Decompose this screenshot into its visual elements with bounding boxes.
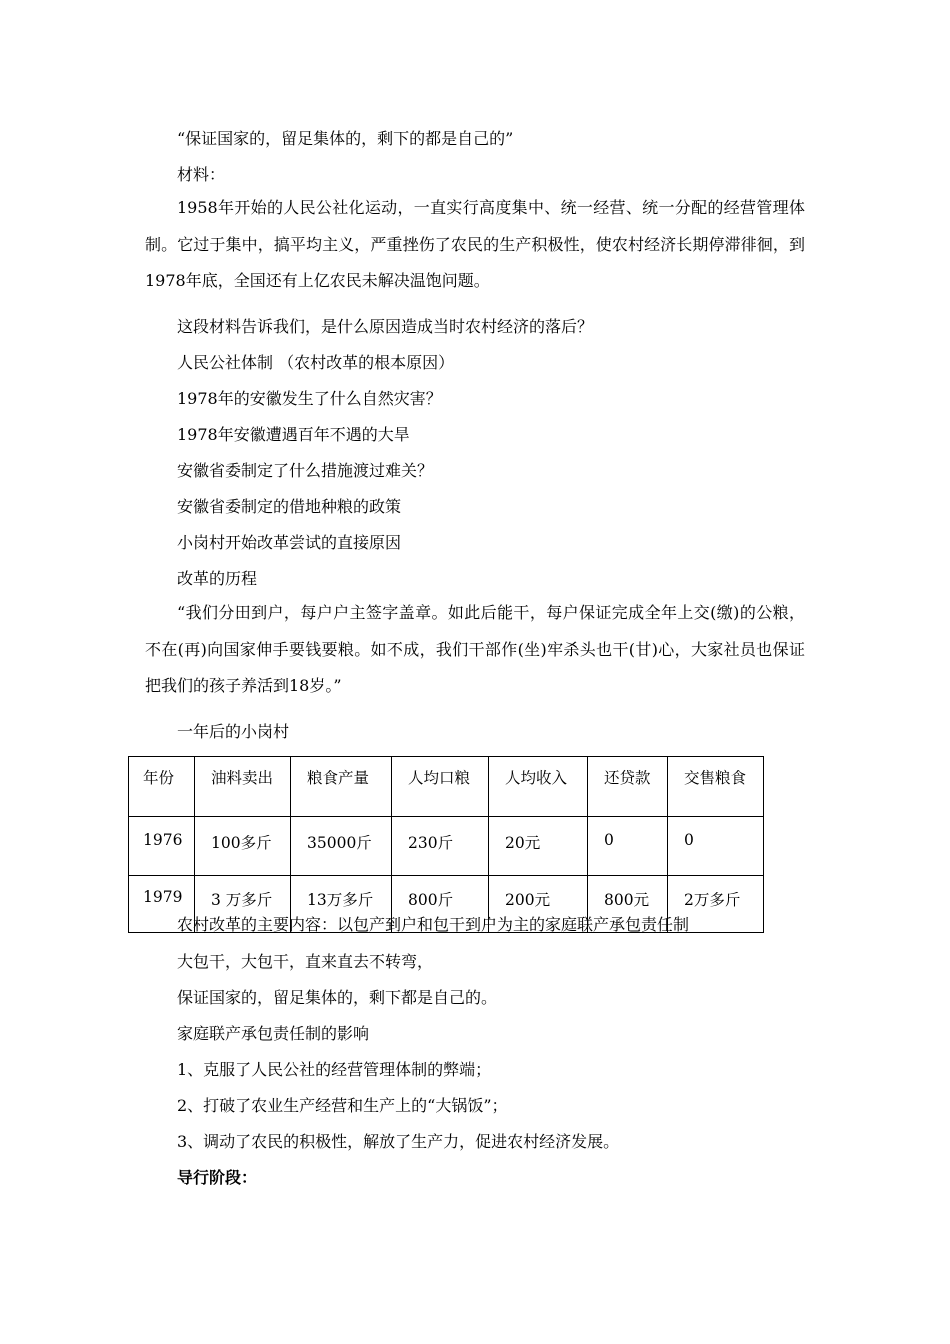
table-cell: 0 <box>668 817 764 876</box>
table-cell: 800斤 <box>392 876 489 933</box>
header-cell: 人均收入 <box>489 757 588 817</box>
section-heading-guide: 导行阶段： <box>177 1168 258 1187</box>
table-cell: 2万多斤 <box>668 876 764 933</box>
table-caption: 一年后的小岗村 <box>177 722 290 741</box>
material-label: 材料： <box>177 165 226 184</box>
header-cell: 交售粮食 <box>668 757 764 817</box>
header-cell: 年份 <box>129 757 195 817</box>
impact-heading: 家庭联产承包责任制的影响 <box>177 1024 370 1043</box>
answer-root-cause: 人民公社体制 （农村改革的根本原因） <box>177 353 455 372</box>
reform-process-heading: 改革的历程 <box>177 569 258 588</box>
table-cell: 0 <box>588 817 668 876</box>
header-cell: 人均口粮 <box>392 757 489 817</box>
quote-slogan: “保证国家的，留足集体的，剩下的都是自己的” <box>177 129 514 148</box>
direct-cause-heading: 小岗村开始改革尝试的直接原因 <box>177 533 402 552</box>
table-cell: 230斤 <box>392 817 489 876</box>
header-cell: 还贷款 <box>588 757 668 817</box>
impact-item-1: 1、克服了人民公社的经营管理体制的弊端； <box>177 1060 492 1079</box>
answer-policy: 安徽省委制定的借地种粮的政策 <box>177 497 402 516</box>
header-cell: 油料卖出 <box>195 757 291 817</box>
impact-item-3: 3、调动了农民的积极性，解放了生产力，促进农村经济发展。 <box>177 1132 620 1151</box>
rhyme-line-1: 大包干，大包干，直来直去不转弯， <box>177 952 434 971</box>
table-cell: 20元 <box>489 817 588 876</box>
material-paragraph: 1958年开始的人民公社化运动，一直实行高度集中、统一经营、统一分配的经营管理体制。它过于集中，搞平均主义，严重挫伤了农民的生产积极性，使农村经济长期停滞徘徊，到1978年底，全国还有上亿农民未解决温饱问题。 <box>145 198 805 290</box>
header-cell: 粮食产量 <box>291 757 392 817</box>
table-cell: 1976 <box>129 817 195 876</box>
table-cell: 3 万多斤 <box>195 876 291 933</box>
xiaogang-data-table <box>128 756 764 933</box>
table-row <box>129 817 764 876</box>
question-measure: 安徽省委制定了什么措施渡过难关？ <box>177 461 434 480</box>
table-header-row <box>129 757 764 817</box>
table-cell: 100多斤 <box>195 817 291 876</box>
table-cell: 800元 <box>588 876 668 933</box>
table-cell: 1979 <box>129 876 195 933</box>
answer-drought: 1978年安徽遭遇百年不遇的大旱 <box>177 425 410 444</box>
table-cell: 13万多斤 <box>291 876 392 933</box>
question-disaster: 1978年的安徽发生了什么自然灾害？ <box>177 389 442 408</box>
reform-content-line: 农村改革的主要内容：以包产到户和包干到户为主的家庭联产承包责任制 <box>177 915 690 934</box>
table-cell: 200元 <box>489 876 588 933</box>
rhyme-line-2: 保证国家的，留足集体的，剩下都是自己的。 <box>177 988 498 1007</box>
impact-item-2: 2、打破了农业生产经营和生产上的“大锅饭”； <box>177 1096 508 1115</box>
villagers-pledge-paragraph: “我们分田到户，每户户主签字盖章。如此后能干，每户保证完成全年上交(缴)的公粮，不在(再)向国家伸手要钱要粮。如不成，我们干部作(坐)牢杀头也干(甘)心，大家社员也保证把我们的孩子养活到18岁。” <box>145 603 805 695</box>
table-cell: 35000斤 <box>291 817 392 876</box>
question-cause: 这段材料告诉我们，是什么原因造成当时农村经济的落后？ <box>177 317 594 336</box>
